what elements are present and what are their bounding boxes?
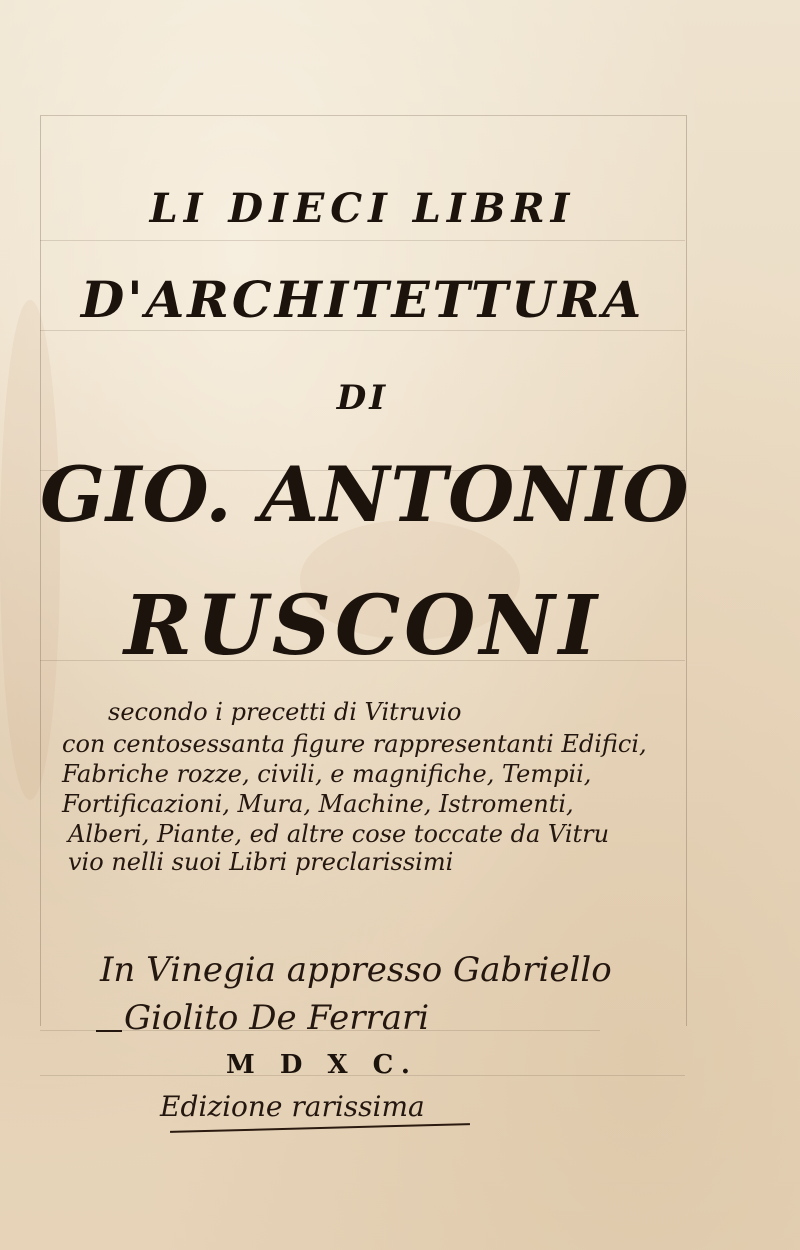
imprint-date: M D X C. [226, 1050, 418, 1080]
author-line-2: RUSCONI [124, 578, 601, 674]
description-line: Alberi, Piante, ed altre cose toccate da Vitru [68, 820, 610, 848]
description-line: secondo i precetti di Vitruvio [108, 698, 462, 726]
description-line: con centosessanta figure rappresentanti Edifici, [62, 730, 647, 758]
description-line: Fabriche rozze, civili, e magnifiche, Tempii, [62, 760, 592, 788]
description-line: Fortificazioni, Mura, Machine, Istromenti, [62, 790, 574, 818]
ruled-frame [40, 115, 690, 1026]
title-line-1: LI DIECI LIBRI [149, 185, 576, 232]
title-line-3: DI [336, 378, 389, 418]
description-line: vio nelli suoi Libri preclarissimi [68, 848, 454, 876]
title-line-2: D'ARCHITETTURA [80, 270, 645, 329]
guide-rule [40, 330, 685, 331]
imprint-line-2: Giolito De Ferrari [124, 998, 430, 1038]
author-line-1: GIO. ANTONIO [40, 450, 690, 539]
imprint-dash [96, 1030, 122, 1032]
rarity-note-underline [170, 1123, 470, 1133]
guide-rule [40, 240, 685, 241]
imprint-line-1: In Vinegia appresso Gabriello [100, 950, 612, 990]
rarity-note: Edizione rarissima [160, 1090, 425, 1123]
